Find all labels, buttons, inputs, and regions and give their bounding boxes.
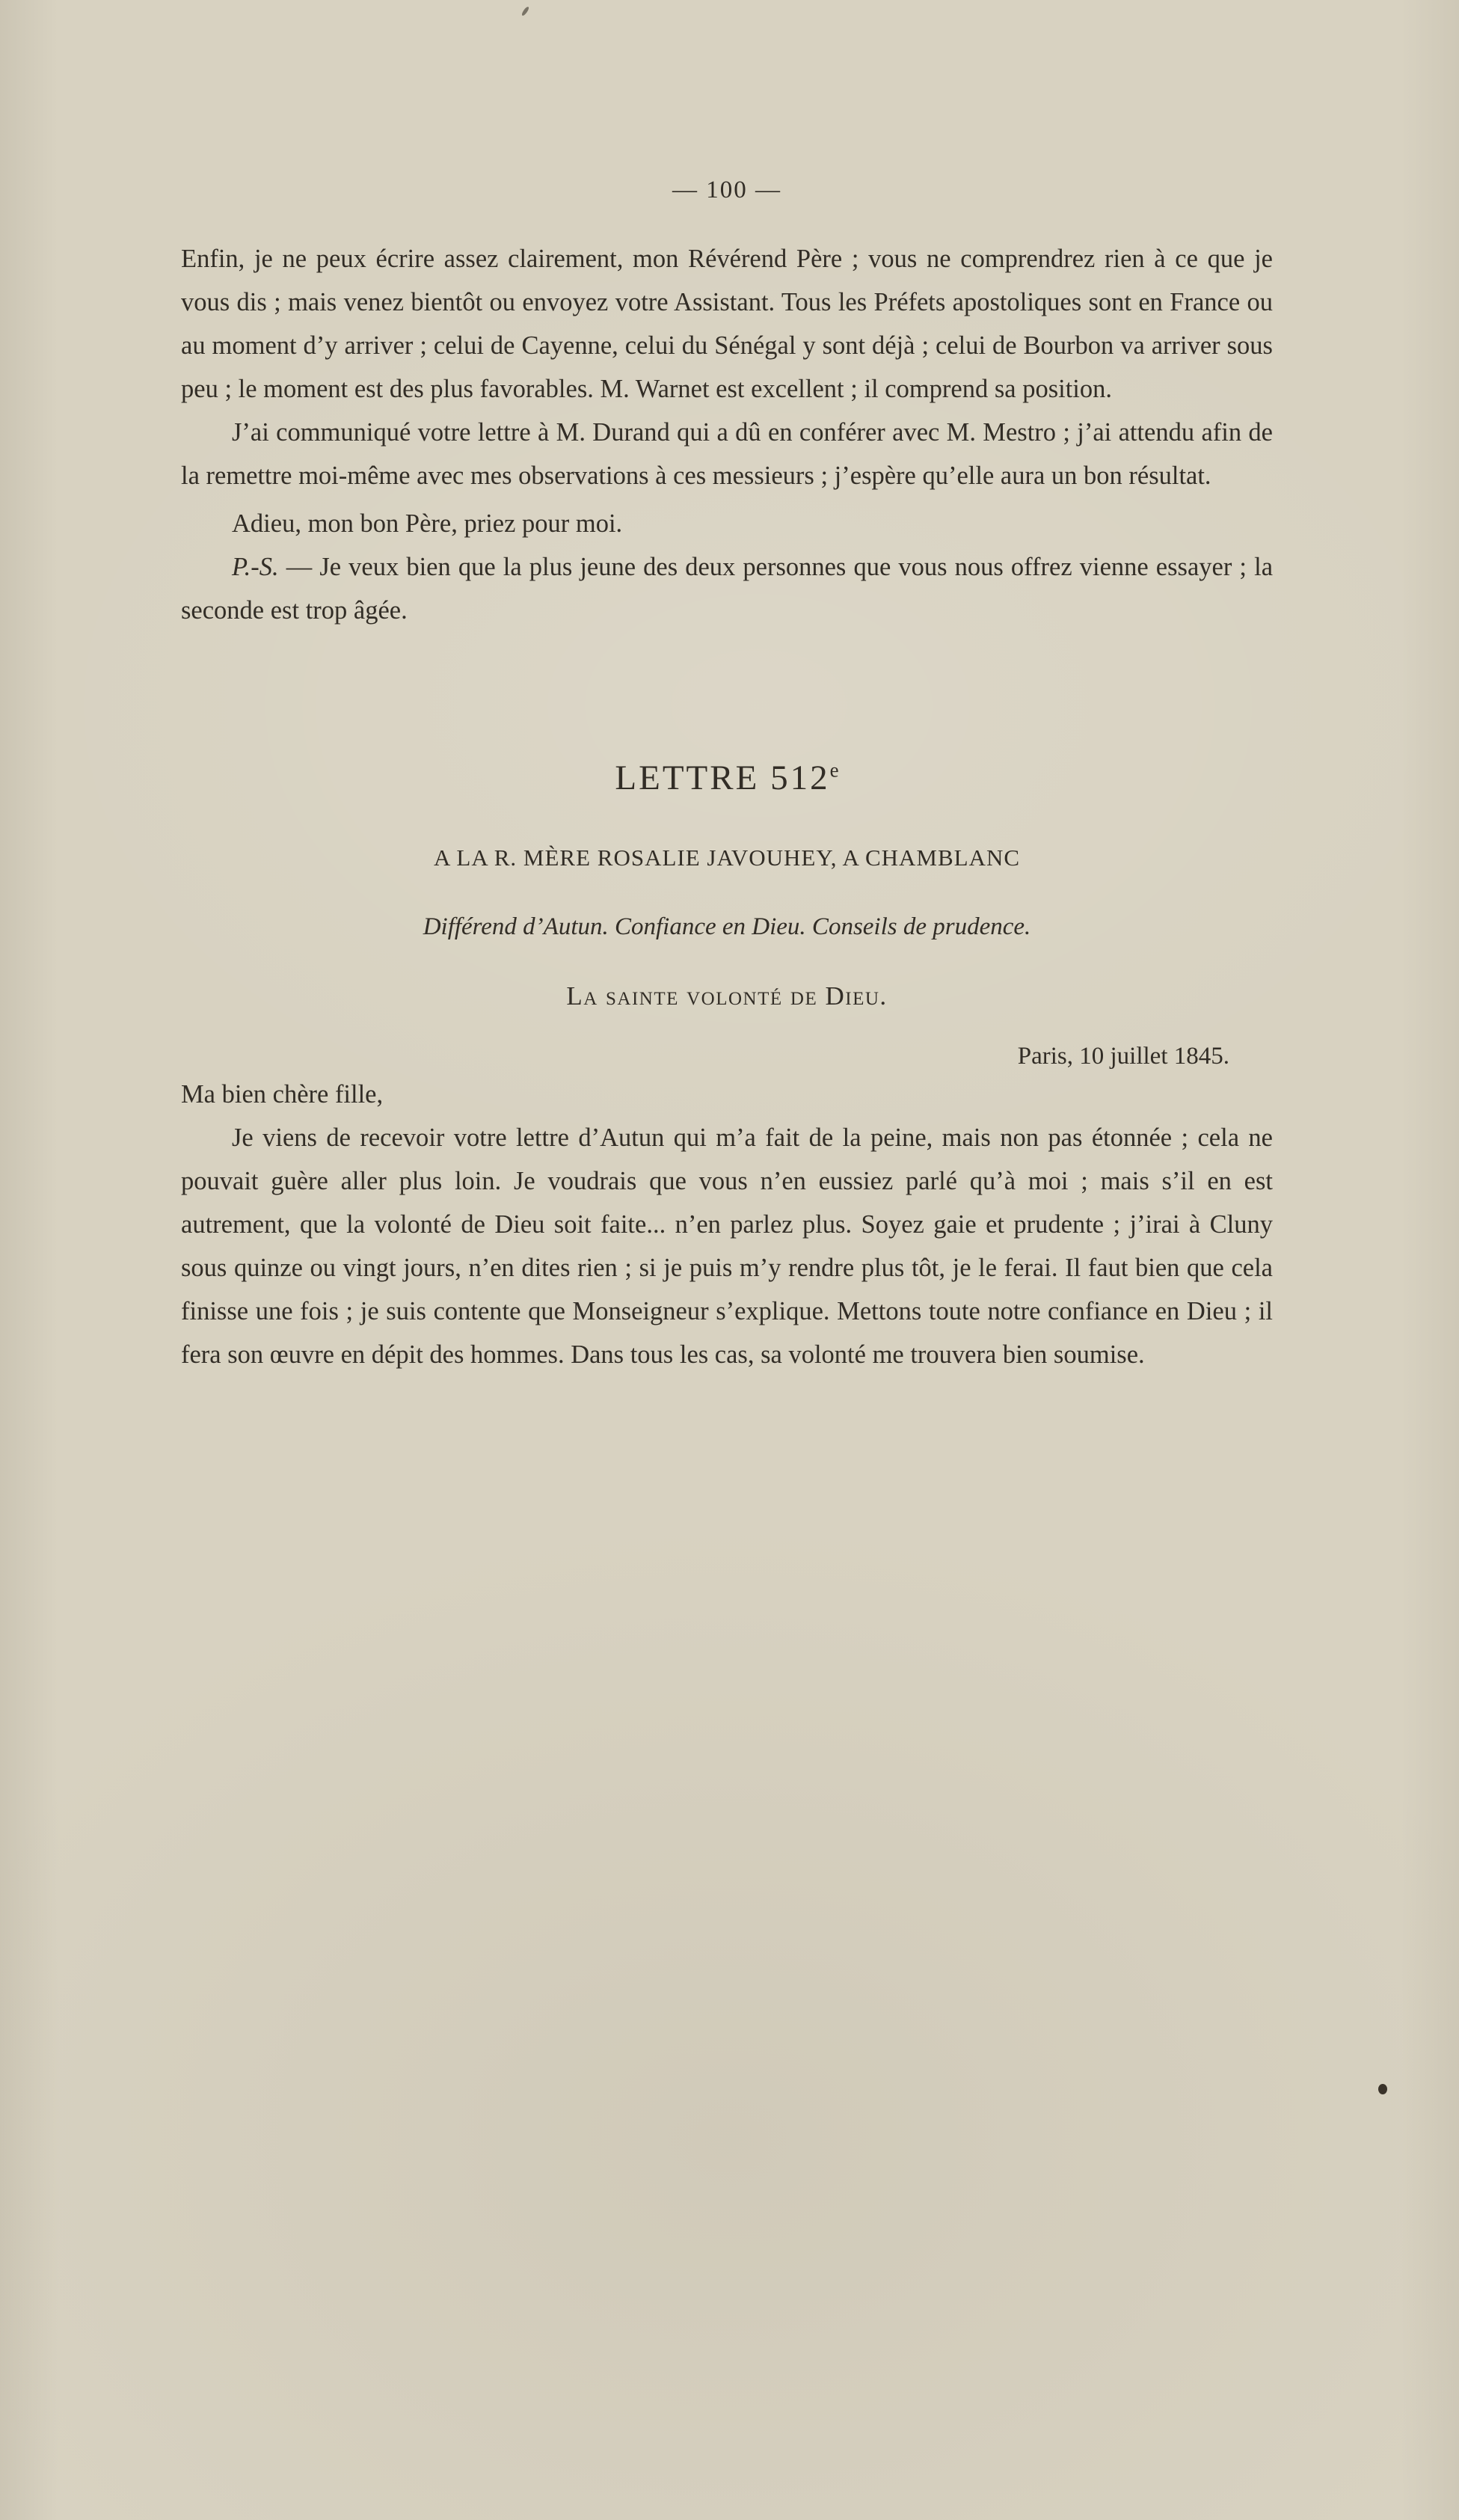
postscript-text: — Je veux bien que la plus jeune des deux personnes que vous nous offrez vienne essayer ; la seconde est trop âgée. — [181, 553, 1274, 625]
letter-512 — [181, 758, 1273, 1376]
letter-motto: La sainte volonté de Dieu. — [566, 981, 888, 1011]
paragraph: J’ai communiqué votre lettre à M. Durand qui a dû en conférer avec M. Mestro ; j’ai attendu afin de la remettre moi-même avec mes observations à ces messieurs ; j’espère qu’elle aura un bon résultat. — [181, 418, 1273, 490]
letter-recipient: A LA R. MÈRE ROSALIE JAVOUHEY, A CHAMBLANC — [433, 844, 1021, 871]
letter-salutation: Ma bien chère fille, — [181, 1080, 384, 1109]
closing-line: Adieu, mon bon Père, priez pour moi. — [232, 509, 623, 538]
letter-heading — [181, 758, 1273, 798]
letter-summary: Différend d’Autun. Confiance en Dieu. Conseils de prudence. — [423, 913, 1031, 940]
letter-body-paragraph: Je viens de recevoir votre lettre d’Autun qui m’a fait de la peine, mais non pas étonnée ; cela ne pouvait guère aller plus loin. Je voudrais que vous n’en eussiez parlé qu’à moi ; mais s’il en est autrement, que la volonté de Dieu soit faite... n’en parlez plus. Soyez gaie et prudente ; j’irai à Cluny sous quinze ou vingt jours, n’en dites rien ; si je puis m’y rendre plus tôt, je le ferai. Il faut bien que cela finisse une fois ; je suis contente que Monseigneur s’explique. Mettons toute notre confiance en Dieu ; il fera son œuvre en dépit des hommes. Dans tous les cas, sa volonté me trouvera bien soumise. — [181, 1123, 1273, 1369]
letter-511-continuation — [181, 237, 1273, 632]
letter-heading-ordinal: e — [829, 758, 839, 782]
page-number: — 100 — — [672, 177, 781, 203]
letter-dateline: Paris, 10 juillet 1845. — [1017, 1043, 1229, 1070]
postscript-label: P.-S. — [232, 553, 279, 581]
text-block — [181, 177, 1273, 1376]
letter-heading-text: LETTRE 512 — [615, 758, 830, 797]
postscript — [181, 545, 1273, 632]
scan-speck — [520, 6, 529, 16]
scan-speck — [1378, 2084, 1387, 2094]
paragraph: Enfin, je ne peux écrire assez clairement, mon Révérend Père ; vous ne comprendrez rien à ce que je vous dis ; mais venez bientôt ou envoyez votre Assistant. Tous les Préfets apostoliques sont en France ou au moment d’y arriver ; celui de Cayenne, celui du Sénégal y sont déjà ; celui de Bourbon va arriver sous peu ; le moment est des plus favorables. M. Warnet est excellent ; il comprend sa position. — [181, 245, 1273, 403]
